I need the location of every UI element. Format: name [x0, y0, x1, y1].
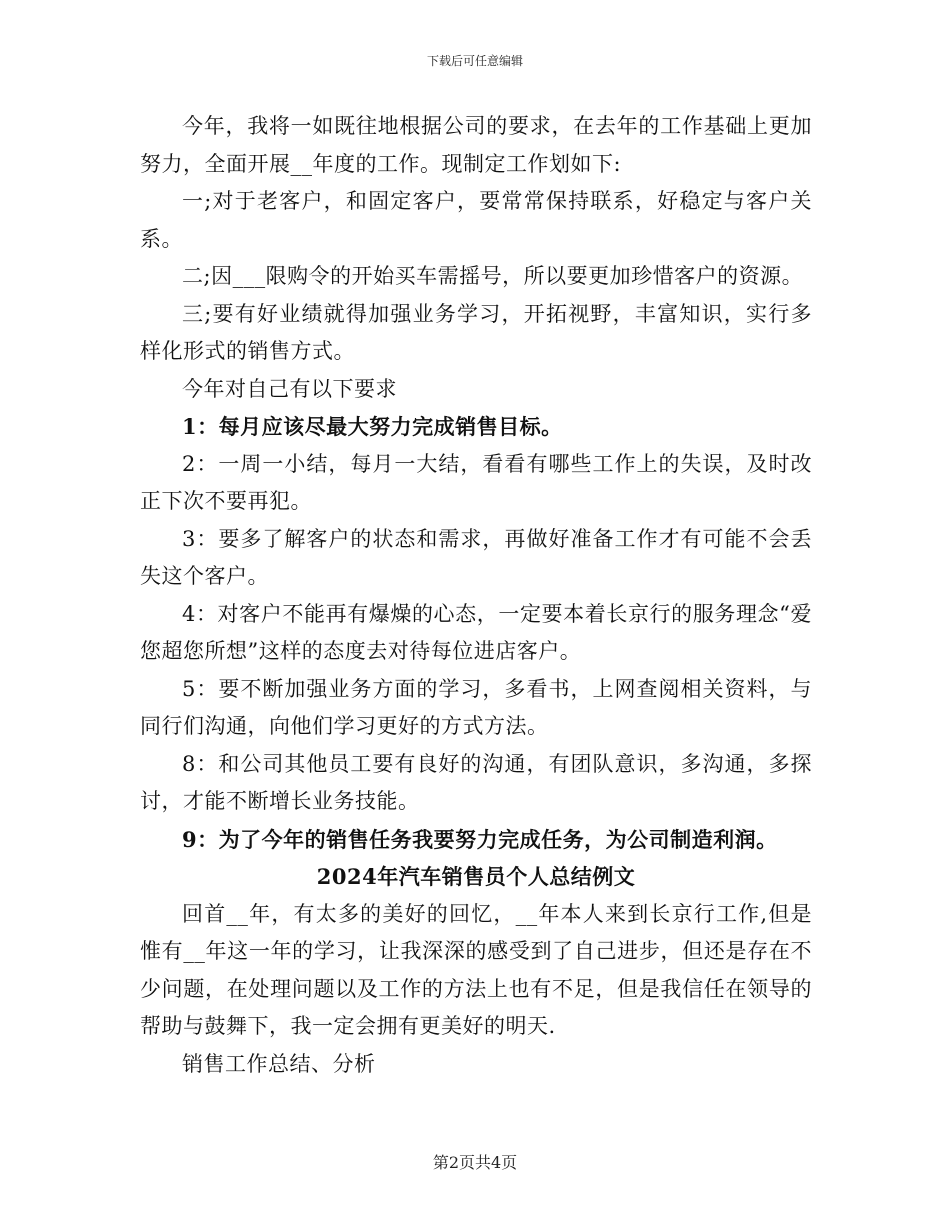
page-header: 下载后可任意编辑	[426, 54, 523, 68]
paragraph-requirements-heading: 今年对自己有以下要求	[182, 376, 397, 401]
section-title: 2024年汽车销售员个人总结例文	[316, 864, 636, 889]
paragraph-review: 回首__年，有太多的美好的回忆，__年本人来到长京行工作,但是惟有__年这一年的学习，让我深深的感受到了自己进步，但还是存在不少问题，在处理问题以及工作的方法上也有不足，但是我信任在领导的帮助与鼓舞下，我一定会拥有更美好的明天.	[140, 901, 812, 1038]
paragraph-item-two: 二;因___限购令的开始买车需摇号，所以要更加珍惜客户的资源。	[182, 264, 804, 288]
paragraph-requirement-2: 2：一周一小结，每月一大结，看看有哪些工作上的失误，及时改正下次不要再犯。	[140, 451, 812, 513]
paragraph-subheading: 销售工作总结、分析	[182, 1051, 376, 1076]
paragraph-item-one: 一;对于老客户，和固定客户，要常常保持联系，好稳定与客户关系。	[140, 189, 812, 251]
paragraph-item-three: 三;要有好业绩就得加强业务学习，开拓视野，丰富知识，实行多样化形式的销售方式。	[140, 301, 812, 363]
paragraph-requirement-8: 8：和公司其他员工要有良好的沟通，有团队意识，多沟通，多探讨，才能不断增长业务技能。	[140, 751, 812, 813]
paragraph-requirement-4: 4：对客户不能再有爆燥的心态，一定要本着长京行的服务理念“爱您超您所想”这样的态度去对待每位进店客户。	[140, 601, 812, 663]
paragraph-intro: 今年，我将一如既往地根据公司的要求，在去年的工作基础上更加努力，全面开展__年度的工作。现制定工作划如下:	[140, 114, 812, 176]
page-number: 第2页共4页	[432, 1153, 518, 1172]
paragraph-requirement-3: 3：要多了解客户的状态和需求，再做好准备工作才有可能不会丢失这个客户。	[140, 526, 812, 588]
paragraph-requirement-5: 5：要不断加强业务方面的学习，多看书，上网查阅相关资料，与同行们沟通，向他们学习更好的方式方法。	[140, 676, 812, 738]
paragraph-requirement-9: 9：为了今年的销售任务我要努力完成任务，为公司制造利润。	[182, 826, 778, 852]
document-body	[140, 108, 812, 1083]
paragraph-requirement-1: 1：每月应该尽最大努力完成销售目标。	[182, 414, 563, 439]
